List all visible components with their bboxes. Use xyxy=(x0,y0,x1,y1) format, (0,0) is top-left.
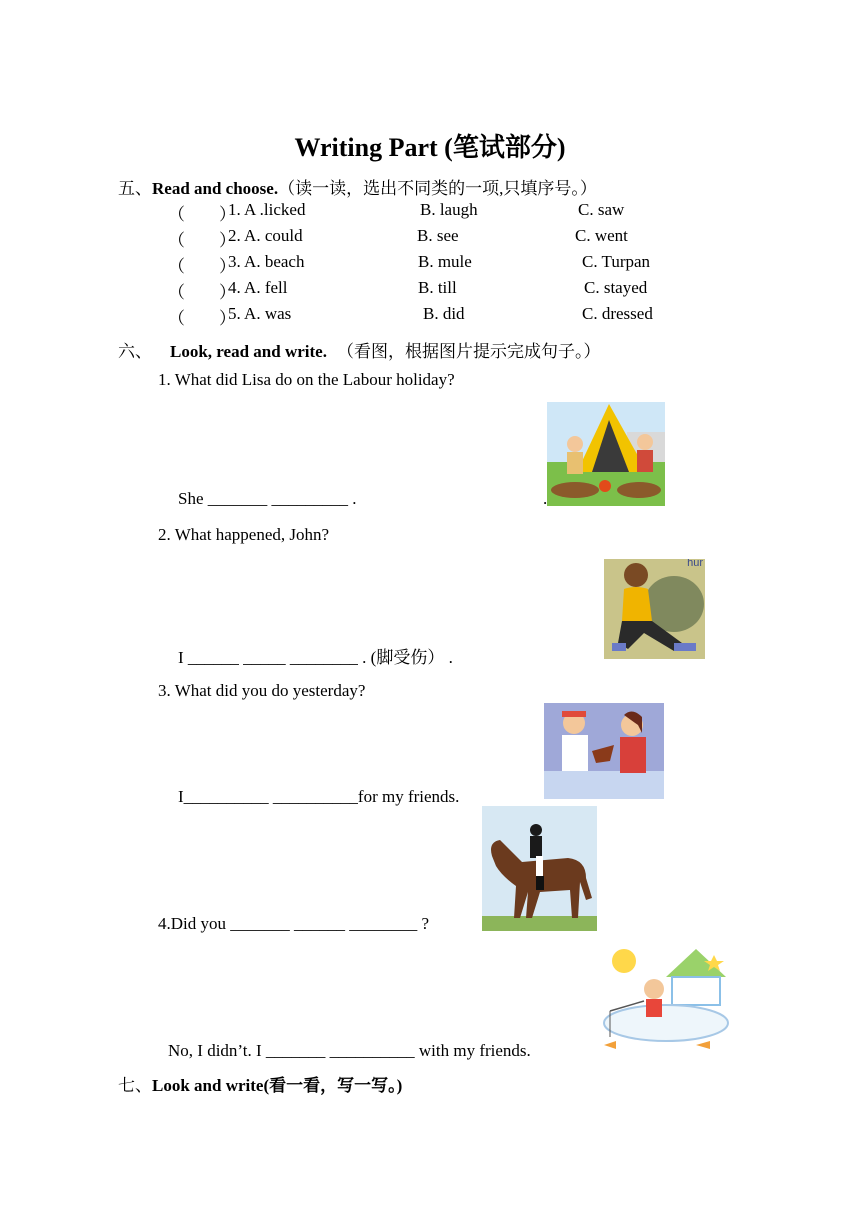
choice-b-1: B. laugh xyxy=(420,200,478,219)
camping-picture xyxy=(547,402,665,506)
question-2: 2. What happened, John? xyxy=(158,525,330,544)
choice-bracket-4[interactable]: （ ） xyxy=(168,283,236,302)
camping-icon xyxy=(547,402,665,506)
section-6-instruction: （看图，根据图片提示完成句子。） xyxy=(336,342,601,361)
section-7-number: 七、 xyxy=(118,1076,152,1095)
choice-a-2: 2. A. could xyxy=(228,226,303,245)
choice-c-3: C. Turpan xyxy=(582,252,651,271)
choice-b-5: B. did xyxy=(423,304,465,323)
section-7-title: Look and write(看一看，写一写。) xyxy=(152,1076,403,1095)
section-6-number: 六、 xyxy=(118,342,152,361)
fishing-picture xyxy=(596,941,736,1056)
section-5-heading xyxy=(118,174,597,199)
choice-bracket-2[interactable]: （ ） xyxy=(168,231,236,250)
answer-line-1[interactable]: She _______ _________ . xyxy=(178,489,357,508)
choice-c-4: C. stayed xyxy=(584,278,648,297)
cooking-icon xyxy=(544,703,664,799)
horse-riding-picture xyxy=(482,806,597,931)
choice-a-1: 1. A .licked xyxy=(228,200,306,219)
question-3: 3. What did you do yesterday? xyxy=(158,681,366,700)
page-title: Writing Part (笔试部分) xyxy=(294,133,566,162)
choice-a-5: 5. A. was xyxy=(228,304,292,323)
image-caption: hur xyxy=(687,559,703,569)
stray-dot: . xyxy=(543,489,548,508)
choice-bracket-3[interactable]: （ ） xyxy=(168,257,236,276)
choice-b-4: B. till xyxy=(418,278,457,297)
choice-a-3: 3. A. beach xyxy=(228,252,305,271)
cooking-picture xyxy=(544,703,664,799)
choice-bracket-1[interactable]: （ ） xyxy=(168,205,236,224)
hurt-boy-icon xyxy=(604,559,705,659)
section-6-title: Look, read and write. xyxy=(170,342,327,361)
choice-b-3: B. mule xyxy=(418,252,472,271)
choice-c-1: C. saw xyxy=(578,200,625,219)
section-5-instruction: （读一读，选出不同类的一项,只填序号。） xyxy=(278,179,597,198)
choice-c-5: C. dressed xyxy=(582,304,653,323)
choice-c-2: C. went xyxy=(575,226,628,245)
section-5-title: Read and choose. xyxy=(152,179,279,198)
choice-bracket-5[interactable]: （ ） xyxy=(168,309,236,328)
fishing-icon xyxy=(596,941,736,1056)
section-7-heading xyxy=(118,1071,402,1096)
answer-line-3[interactable]: I__________ __________for my friends. xyxy=(178,787,460,806)
answer-line-2[interactable]: I ______ _____ ________ . (脚受伤） . xyxy=(178,648,453,667)
choice-a-4: 4. A. fell xyxy=(228,278,288,297)
answer-line-4[interactable]: No, I didn’t. I _______ __________ with my friends. xyxy=(168,1041,531,1060)
horse-icon xyxy=(482,806,597,931)
question-1: 1. What did Lisa do on the Labour holiday? xyxy=(158,370,455,389)
section-5-number: 五、 xyxy=(118,179,152,198)
section-6-heading xyxy=(118,337,600,362)
question-4[interactable]: 4.Did you _______ ______ ________ ? xyxy=(158,914,430,933)
hurt-boy-picture xyxy=(604,559,705,659)
choice-b-2: B. see xyxy=(417,226,459,245)
